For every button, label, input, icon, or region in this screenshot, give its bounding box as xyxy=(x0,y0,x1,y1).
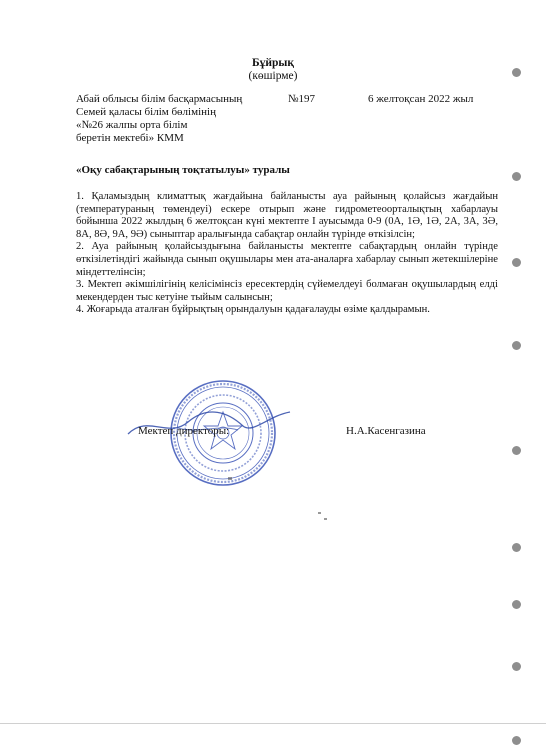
document-subtitle: (көшірме) xyxy=(248,70,298,82)
issuer-line: «№26 жалпы орта білім xyxy=(76,119,188,131)
binder-hole-mark xyxy=(512,258,521,267)
binder-hole-mark xyxy=(512,446,521,455)
order-number: №197 xyxy=(288,93,315,105)
handwritten-signature xyxy=(118,404,298,444)
order-paragraph-2: 2. Ауа райының қолайсыздығына байланысты мектепте сабақтардың онлайн түрінде өткізілетіндігі жайында сынып оқушылары мен ата-аналарға хабарлау сынып жетекшілеріне міндеттелінсін; xyxy=(76,241,498,278)
signature-label: Мектеп директоры: xyxy=(138,425,230,437)
binder-hole-mark xyxy=(512,172,521,181)
issuer-line: беретін мектебі» КММ xyxy=(76,132,184,144)
binder-hole-mark xyxy=(512,600,521,609)
issuer-line: Семей қаласы білім бөлімінің xyxy=(76,106,216,118)
order-paragraph-1: 1. Қаламыздың климаттық жағдайына байланысты ауа райының қолайсыз жағдайын (температураның төмендеуі) ескере отырып және гидрометеоорталықтың хабарлауы бойынша 2022 жылдың 6 желтоқсан күні мектепте І ауысымда 0-9 (0А, 1Ә, 1Ә, 2А, 3А, 3Ә, 8А, 8Ә, 9А, 9Ә) сыныптар аралығында сабақтар онлайн түрінде өткізілсін; xyxy=(76,191,498,240)
binder-hole-mark xyxy=(512,341,521,350)
binder-hole-mark xyxy=(512,662,521,671)
order-paragraph-3: 3. Мектеп әкімшілігінің келісімінсіз ересектердің сүйемелдеуі болмаған оқушылардың елді мекендерден тыс кетуіне тыйым салынсын; xyxy=(76,279,498,303)
binder-hole-mark xyxy=(512,736,521,745)
binder-hole-mark xyxy=(512,68,521,77)
scan-speck xyxy=(318,512,321,514)
binder-hole-mark xyxy=(512,543,521,552)
order-paragraph-4: 4. Жоғарыда аталған бұйрықтың орындалуын қадағалауды өзіме қалдырамын. xyxy=(76,304,430,316)
signature-name: Н.А.Касенгазина xyxy=(346,425,426,437)
order-date: 6 желтоқсан 2022 жыл xyxy=(368,93,474,105)
issuer-block xyxy=(76,93,242,145)
order-subject: «Оқу сабақтарының тоқтатылуы» туралы xyxy=(76,164,290,176)
issuer-line: Абай облысы білім басқармасының xyxy=(76,93,243,105)
document-title: Бұйрық xyxy=(252,57,294,69)
scan-edge-line xyxy=(0,723,546,724)
scan-speck xyxy=(324,518,327,520)
scan-speck xyxy=(228,477,232,480)
order-body xyxy=(76,191,498,317)
